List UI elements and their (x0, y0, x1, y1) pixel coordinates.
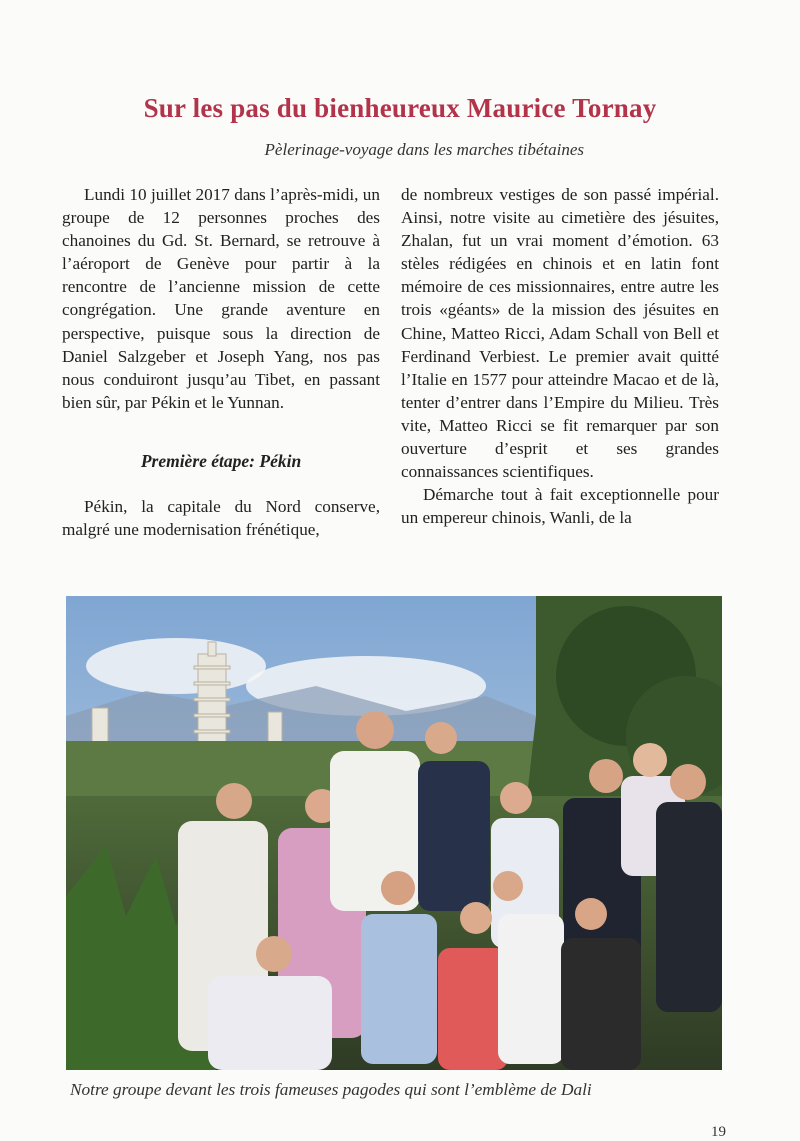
photo-caption: Notre groupe devant les trois fameuses pagodes qui sont l’emblème de Dali (70, 1080, 592, 1099)
page-number: 19 (711, 1124, 726, 1140)
right-paragraph-1: de nombreux vestiges de son passé impérial. Ainsi, notre visite au cimetière des jésuites, Zhalan, fut un vrai moment d’émotion. 63 stèles rédigées en chinois et en latin font mémoire de ces missionnaires, entre autre les trois «géants» de la mission des jésuites en Chine, Matteo Ricci, Adam Schall von Bell et Ferdinand Verbiest. Le premier avait quitté l’Italie en 1577 pour atteindre Macao et de là, tenter d’entrer dans l’Empire du Milieu. Très vite, Matteo Ricci se fit remarquer par son ouverture d’esprit et ses grandes connaissances scientifiques. (401, 185, 719, 482)
left-paragraph-2: Pékin, la capitale du Nord conserve, malgré une modernisation frénétique, (62, 497, 380, 540)
left-paragraph-1: Lundi 10 juillet 2017 dans l’après-midi, un groupe de 12 personnes proches des chanoines du Gd. St. Bernard, se retrouve à l’aéroport de Genève pour partir à la rencontre de l’ancienne mission de cette congrégation. Une grande aventure en perspective, puisque sous la direction de Daniel Salzgeber et Joseph Yang, nos pas nous conduiront jusqu’au Tibet, en passant bien sûr, par Pékin et le Yunnan. (62, 185, 380, 412)
subtitle-text: Pèlerinage-voyage dans les marches tibétaines (264, 140, 584, 159)
right-column (401, 183, 719, 529)
right-paragraph-2: Démarche tout à fait exceptionnelle pour un empereur chinois, Wanli, de la (401, 485, 719, 528)
group-photo (66, 596, 722, 1070)
article-title: Sur les pas du bienheureux Maurice Tornay (143, 93, 657, 123)
left-column (62, 183, 380, 541)
article-subtitle (0, 140, 792, 160)
section-heading: Première étape: Pékin (140, 450, 302, 471)
